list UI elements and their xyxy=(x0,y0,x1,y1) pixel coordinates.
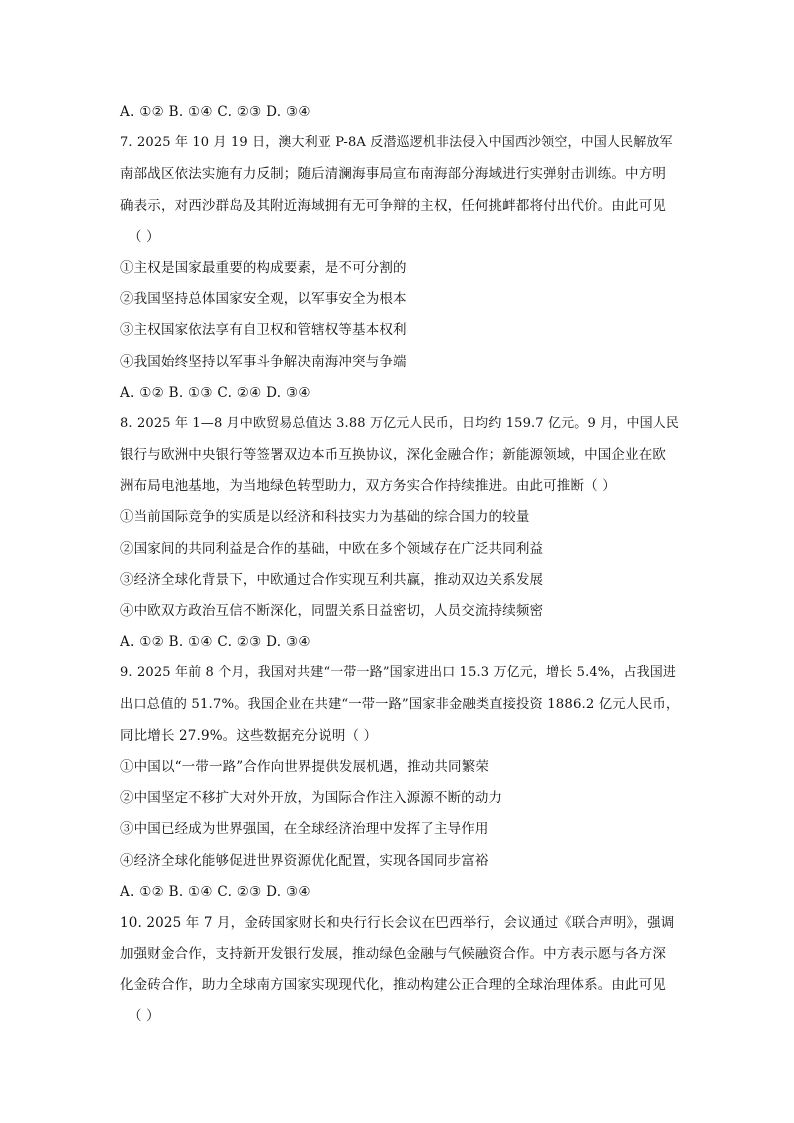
q8-option-1: ①当前国际竞争的实质是以经济和科技实力为基础的综合国力的较量 xyxy=(120,509,530,526)
q6-answer-choices: A. ①② B. ①④ C. ②③ D. ③④ xyxy=(120,104,311,120)
q8-stem-line-2: 银行与欧洲中央银行等签署双边本币互换协议，深化金融合作；新能源领域，中国企业在欧 xyxy=(120,447,666,464)
q8-answer-choices: A. ①② B. ①④ C. ②③ D. ③④ xyxy=(120,634,311,651)
q7-option-2: ②我国坚持总体国家安全观，以军事安全为根本 xyxy=(120,291,407,308)
q9-answer-choices: A. ①② B. ①④ C. ②③ D. ③④ xyxy=(120,883,311,900)
q7-option-1: ①主权是国家最重要的构成要素，是不可分割的 xyxy=(120,259,407,276)
question-10 xyxy=(120,913,682,1027)
q9-option-3: ③中国已经成为世界强国，在全球经济治理中发挥了主导作用 xyxy=(120,821,489,838)
q8-stem-line-3: 洲布局电池基地，为当地绿色转型助力，双方务实合作持续推进。由此可推断（ ） xyxy=(120,478,616,495)
q10-stem-line-2: 加强财金合作，支持新开发银行发展，推动绿色金融与气候融资合作。中方表示愿与各方深 xyxy=(120,946,666,963)
question-9 xyxy=(120,663,682,901)
q7-answer-blank: （ ） xyxy=(128,228,160,245)
q10-answer-blank: （ ） xyxy=(128,1008,160,1025)
q8-option-2: ②国家间的共同利益是合作的基础，中欧在多个领域存在广泛共同利益 xyxy=(120,540,544,557)
q8-option-4: ④中欧双方政治互信不断深化，同盟关系日益密切，人员交流持续频密 xyxy=(120,603,544,619)
question-list xyxy=(120,102,682,1038)
q8-stem-line-1: 8. 2025 年 1—8 月中欧贸易总值达 3.88 万亿元人民币，日均约 159.7 亿元。9 月，中国人民 xyxy=(120,415,680,431)
q9-option-1: ①中国以“一带一路”合作向世界提供发展机遇，推动共同繁荣 xyxy=(120,758,490,775)
q10-stem-line-1: 10. 2025 年 7 月，金砖国家财长和央行行长会议在巴西举行，会议通过《联合声明》，强调 xyxy=(120,914,675,931)
q7-stem-line-2: 南部战区依法实施有力反制；随后清澜海事局宣布南海部分海域进行实弹射击训练。中方明 xyxy=(120,166,666,183)
q7-option-3: ③主权国家依法享有自卫权和管辖权等基本权利 xyxy=(120,322,407,339)
q9-stem-line-2: 出口总值的 51.7%。我国企业在共建“一带一路”国家非金融类直接投资 1886.2 亿元人民币， xyxy=(120,696,680,712)
q7-stem-line-3: 确表示，对西沙群岛及其附近海域拥有无可争辩的主权，任何挑衅都将付出代价。由此可见 xyxy=(120,197,666,214)
q10-stem-line-3: 化金砖合作，助力全球南方国家实现现代化，推动构建公正合理的全球治理体系。由此可见 xyxy=(120,977,666,994)
q9-option-2: ②中国坚定不移扩大对外开放，为国际合作注入源源不断的动力 xyxy=(120,790,503,807)
q9-stem-line-1: 9. 2025 年前 8 个月，我国对共建“一带一路”国家进出口 15.3 万亿元，增长 5.4%，占我国进 xyxy=(120,665,677,681)
question-7 xyxy=(120,133,682,403)
q7-stem-line-1: 7. 2025 年 10 月 19 日，澳大利亚 P-8A 反潜巡逻机非法侵入中国西沙领空，中国人民解放军 xyxy=(120,135,673,151)
q9-option-4: ④经济全球化能够促进世界资源优化配置，实现各国同步富裕 xyxy=(120,852,489,869)
q9-stem-line-3: 同比增长 27.9%。这些数据充分说明（ ） xyxy=(120,727,378,744)
q8-option-3: ③经济全球化背景下，中欧通过合作实现互利共赢，推动双边关系发展 xyxy=(120,571,544,588)
q7-answer-choices: A. ①② B. ①③ C. ②④ D. ③④ xyxy=(120,384,311,401)
question-8 xyxy=(120,414,682,652)
q7-option-4: ④我国始终坚持以军事斗争解决南海冲突与争端 xyxy=(120,353,407,370)
